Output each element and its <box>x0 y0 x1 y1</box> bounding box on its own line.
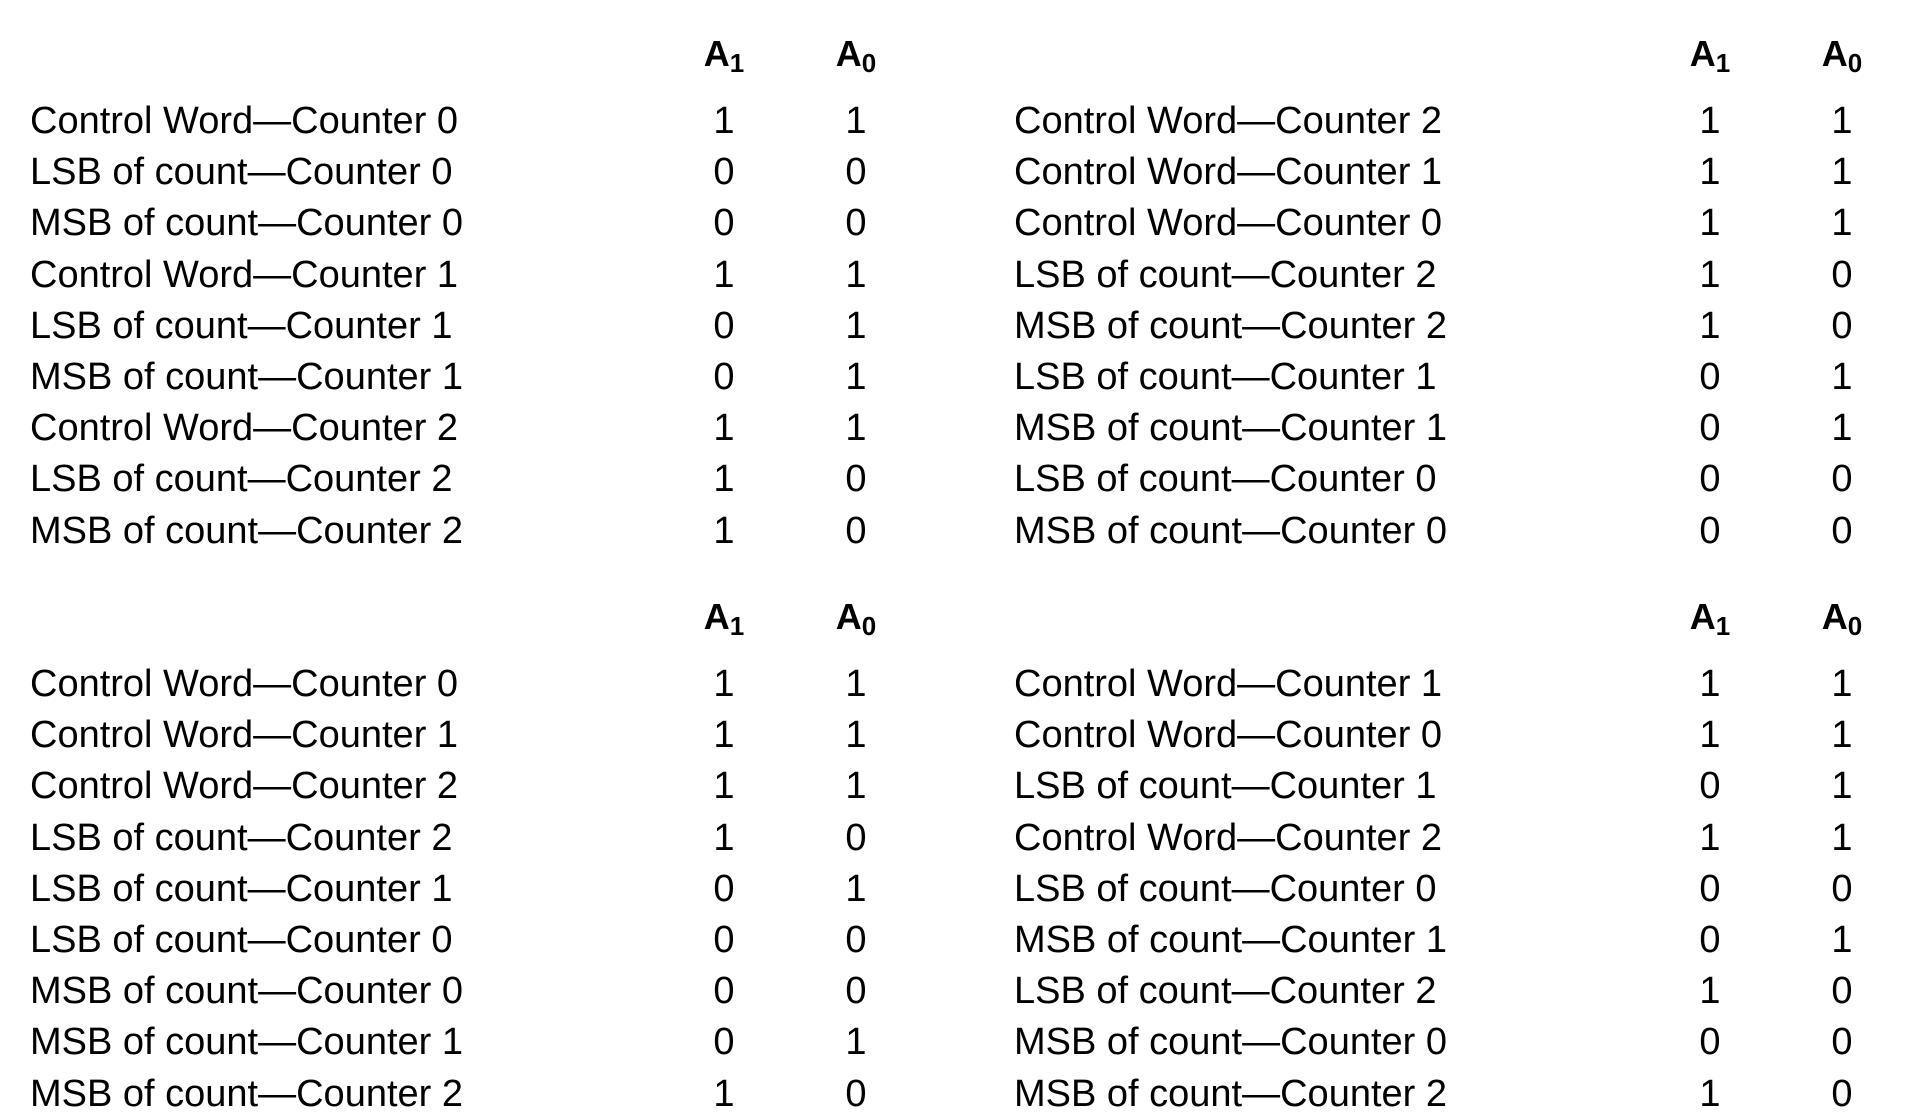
table-row <box>1014 301 1914 352</box>
row-label: LSB of count—Counter 2 <box>30 458 453 501</box>
a0-value: 1 <box>1831 816 1853 859</box>
a1-value: 1 <box>1699 816 1721 859</box>
a1-value: 0 <box>713 970 735 1013</box>
a1-value: 1 <box>713 1072 735 1115</box>
a1-value: 1 <box>713 458 735 501</box>
table-row <box>30 1069 930 1120</box>
a0-value: 0 <box>845 202 867 245</box>
a1-value: 1 <box>713 765 735 808</box>
table-row <box>30 198 930 249</box>
table-row <box>30 250 930 301</box>
row-label: Control Word—Counter 0 <box>1014 714 1443 757</box>
a1-value: 0 <box>713 202 735 245</box>
table-row <box>1014 352 1914 403</box>
a1-value: 1 <box>713 100 735 142</box>
a1-value: 0 <box>1699 509 1721 552</box>
row-label: LSB of count—Counter 2 <box>30 816 453 859</box>
column-header-a0: $A_0$ <box>835 33 877 78</box>
a0-value: 0 <box>845 1072 867 1115</box>
table-row <box>30 506 930 557</box>
row-label: LSB of count—Counter 2 <box>1014 970 1437 1013</box>
table-row <box>30 813 930 864</box>
column-header-a1: $A_1$ <box>703 596 745 641</box>
a1-value: 1 <box>1699 100 1721 142</box>
a0-value: 0 <box>845 970 867 1013</box>
row-label: Control Word—Counter 0 <box>30 100 459 142</box>
row-label: Control Word—Counter 1 <box>1014 151 1443 194</box>
a0-value: 1 <box>1831 202 1853 245</box>
a1-value: 0 <box>713 1021 735 1064</box>
table-row <box>1014 147 1914 198</box>
a0-value: 0 <box>845 816 867 859</box>
table-row <box>30 966 930 1017</box>
a0-value: 0 <box>845 458 867 501</box>
row-label: Control Word—Counter 0 <box>30 663 459 705</box>
table-row <box>30 1017 930 1068</box>
table-rows <box>1014 659 1914 1120</box>
row-label: MSB of count—Counter 2 <box>30 509 463 552</box>
row-label: LSB of count—Counter 0 <box>30 151 453 194</box>
row-label: MSB of count—Counter 1 <box>30 1021 463 1064</box>
column-header-a0: $A_0$ <box>1821 33 1863 78</box>
a1-value: 1 <box>713 253 735 296</box>
row-label: LSB of count—Counter 0 <box>1014 458 1437 501</box>
a0-value: 0 <box>845 151 867 194</box>
a1-value: 0 <box>713 867 735 910</box>
table-rows <box>30 659 930 1120</box>
a0-value: 1 <box>845 714 867 757</box>
a0-value: 1 <box>1831 663 1853 705</box>
row-label: MSB of count—Counter 2 <box>1014 1072 1447 1115</box>
a0-value: 0 <box>1831 253 1853 296</box>
row-label: Control Word—Counter 2 <box>30 407 459 450</box>
table-row <box>1014 1017 1914 1068</box>
a0-value: 0 <box>1831 1072 1853 1115</box>
a0-value: 1 <box>845 304 867 347</box>
a0-value: 1 <box>845 355 867 398</box>
row-label: LSB of count—Counter 2 <box>1014 253 1437 296</box>
a1-value: 1 <box>1699 1072 1721 1115</box>
a0-value: 1 <box>845 100 867 142</box>
a0-value: 0 <box>1831 970 1853 1013</box>
table-row <box>1014 198 1914 249</box>
table-row <box>30 96 930 147</box>
table-row <box>1014 403 1914 454</box>
a1-value: 0 <box>1699 1021 1721 1064</box>
a1-value: 0 <box>1699 867 1721 910</box>
a1-value: 1 <box>1699 151 1721 194</box>
a0-value: 0 <box>1831 458 1853 501</box>
a1-value: 1 <box>1699 714 1721 757</box>
a1-value: 1 <box>1699 253 1721 296</box>
table-row <box>1014 864 1914 915</box>
table-rows <box>1014 96 1914 557</box>
a0-value: 1 <box>845 663 867 705</box>
row-label: MSB of count—Counter 0 <box>1014 509 1447 552</box>
a1-value: 1 <box>713 407 735 450</box>
a0-value: 1 <box>1831 407 1853 450</box>
a0-value: 0 <box>845 918 867 961</box>
table-row <box>1014 506 1914 557</box>
a0-value: 1 <box>845 867 867 910</box>
column-header-a1: $A_1$ <box>1689 33 1731 78</box>
row-label: MSB of count—Counter 2 <box>1014 304 1447 347</box>
a1-value: 0 <box>1699 918 1721 961</box>
table-row <box>1014 454 1914 505</box>
row-label: MSB of count—Counter 0 <box>30 202 463 245</box>
a1-value: 1 <box>713 714 735 757</box>
row-label: MSB of count—Counter 1 <box>30 355 463 398</box>
table-row <box>1014 915 1914 966</box>
a1-value: 0 <box>1699 355 1721 398</box>
row-label: LSB of count—Counter 0 <box>30 918 453 961</box>
table-row <box>1014 250 1914 301</box>
a1-value: 0 <box>713 151 735 194</box>
table-row <box>30 659 930 710</box>
a0-value: 1 <box>1831 100 1853 142</box>
row-label: Control Word—Counter 2 <box>1014 816 1443 859</box>
row-label: Control Word—Counter 1 <box>1014 663 1443 705</box>
table-row <box>1014 813 1914 864</box>
table-row <box>1014 966 1914 1017</box>
row-label: Control Word—Counter 1 <box>30 253 459 296</box>
a0-value: 0 <box>1831 867 1853 910</box>
row-label: MSB of count—Counter 1 <box>1014 918 1447 961</box>
row-label: Control Word—Counter 0 <box>1014 202 1443 245</box>
table-row <box>30 352 930 403</box>
table-row <box>30 710 930 761</box>
table-row <box>1014 710 1914 761</box>
a0-value: 1 <box>1831 765 1853 808</box>
table-row <box>30 864 930 915</box>
table-row <box>1014 96 1914 147</box>
table-row <box>1014 1069 1914 1120</box>
table-row <box>30 147 930 198</box>
row-label: LSB of count—Counter 0 <box>1014 867 1437 910</box>
a1-value: 1 <box>713 509 735 552</box>
row-label: Control Word—Counter 2 <box>30 765 459 808</box>
a1-value: 0 <box>713 918 735 961</box>
a1-value: 1 <box>1699 202 1721 245</box>
row-label: Control Word—Counter 1 <box>30 714 459 757</box>
a1-value: 0 <box>1699 765 1721 808</box>
a0-value: 1 <box>1831 714 1853 757</box>
a0-value: 1 <box>845 407 867 450</box>
a1-value: 0 <box>1699 407 1721 450</box>
row-label: LSB of count—Counter 1 <box>30 867 453 910</box>
column-header-a1: $A_1$ <box>703 33 745 78</box>
a0-value: 1 <box>845 1021 867 1064</box>
a1-value: 1 <box>1699 663 1721 705</box>
a0-value: 1 <box>1831 151 1853 194</box>
row-label: Control Word—Counter 2 <box>1014 100 1443 142</box>
a0-value: 0 <box>1831 509 1853 552</box>
row-label: MSB of count—Counter 1 <box>1014 407 1447 450</box>
a0-value: 0 <box>845 509 867 552</box>
column-header-a0: $A_0$ <box>835 596 877 641</box>
a1-value: 0 <box>1699 458 1721 501</box>
table-row <box>1014 761 1914 812</box>
a0-value: 1 <box>845 253 867 296</box>
column-header-a0: $A_0$ <box>1821 596 1863 641</box>
row-label: LSB of count—Counter 1 <box>1014 355 1437 398</box>
a0-value: 1 <box>1831 355 1853 398</box>
table-rows <box>30 96 930 557</box>
a0-value: 0 <box>1831 1021 1853 1064</box>
a1-value: 1 <box>1699 970 1721 1013</box>
a0-value: 1 <box>1831 918 1853 961</box>
table-row <box>30 454 930 505</box>
row-label: MSB of count—Counter 0 <box>30 970 463 1013</box>
a1-value: 1 <box>713 663 735 705</box>
table-row <box>1014 659 1914 710</box>
a1-value: 0 <box>713 355 735 398</box>
a1-value: 1 <box>1699 304 1721 347</box>
table-row <box>30 301 930 352</box>
a0-value: 1 <box>845 765 867 808</box>
row-label: MSB of count—Counter 2 <box>30 1072 463 1115</box>
row-label: LSB of count—Counter 1 <box>30 304 453 347</box>
row-label: MSB of count—Counter 0 <box>1014 1021 1447 1064</box>
table-row <box>30 915 930 966</box>
a1-value: 1 <box>713 816 735 859</box>
table-row <box>30 403 930 454</box>
table-row <box>30 761 930 812</box>
a1-value: 0 <box>713 304 735 347</box>
row-label: LSB of count—Counter 1 <box>1014 765 1437 808</box>
column-header-a1: $A_1$ <box>1689 596 1731 641</box>
a0-value: 0 <box>1831 304 1853 347</box>
